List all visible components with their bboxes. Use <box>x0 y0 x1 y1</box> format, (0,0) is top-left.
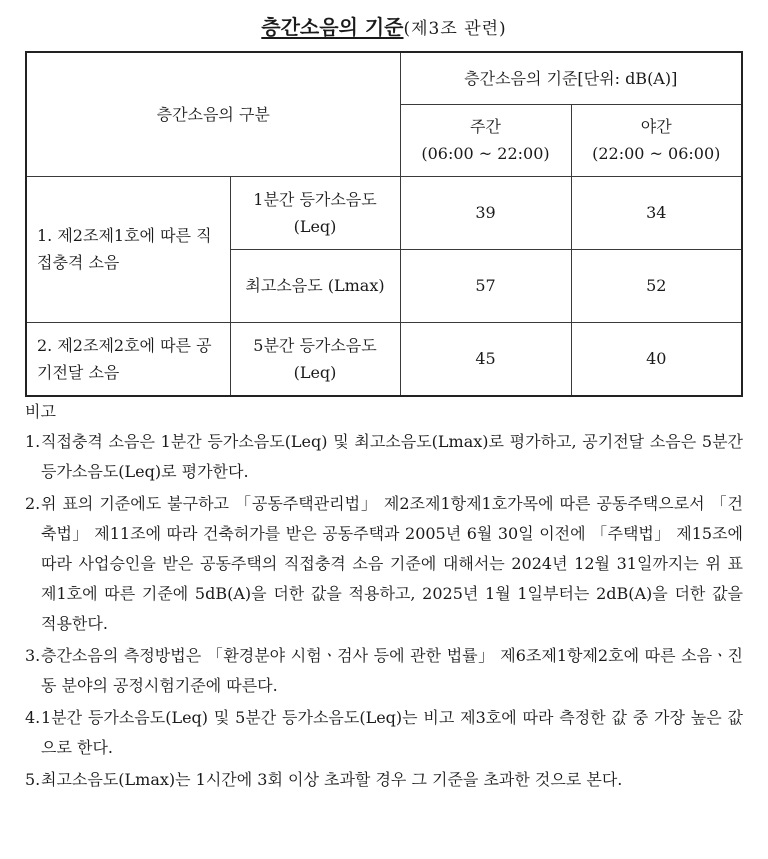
note-item <box>25 765 743 795</box>
note-number: 4. <box>25 708 41 727</box>
note-text: 최고소음도(Lmax)는 1시간에 3회 이상 초과할 경우 그 기준을 초과한 것으로 본다. <box>41 770 623 789</box>
row-night-value: 34 <box>571 176 742 249</box>
note-number: 1. <box>25 432 41 451</box>
header-category: 층간소음의 구분 <box>26 52 400 176</box>
row-measure: 최고소음도 (Lmax) <box>230 249 400 322</box>
page-title <box>0 12 768 44</box>
note-item <box>25 641 743 701</box>
header-standard: 층간소음의 기준[단위: dB(A)] <box>400 52 742 104</box>
row-measure: 5분간 등가소음도 (Leq) <box>230 322 400 396</box>
note-item <box>25 427 743 487</box>
notes-section <box>25 397 743 797</box>
row-night-value: 52 <box>571 249 742 322</box>
note-text: 1분간 등가소음도(Leq) 및 5분간 등가소음도(Leq)는 비고 제3호에 따라 측정한 값 중 가장 높은 값으로 한다. <box>41 708 743 757</box>
header-night-time: (22:00 ~ 06:00) <box>592 144 721 163</box>
table-row <box>26 322 742 396</box>
note-number: 3. <box>25 646 41 665</box>
header-day-time: (06:00 ~ 22:00) <box>421 144 550 163</box>
header-night <box>571 104 742 176</box>
row-day-value: 45 <box>400 322 571 396</box>
header-day-label: 주간 <box>470 117 501 136</box>
row-group-direct-impact: 1. 제2조제1호에 따른 직접충격 소음 <box>26 176 230 322</box>
row-group-airborne: 2. 제2조제2호에 따른 공기전달 소음 <box>26 322 230 396</box>
notes-list <box>25 427 743 795</box>
row-night-value: 40 <box>571 322 742 396</box>
row-day-value: 57 <box>400 249 571 322</box>
note-text: 층간소음의 측정방법은 「환경분야 시험ㆍ검사 등에 관한 법률」 제6조제1항제2호에 따른 소음ㆍ진동 분야의 공정시험기준에 따른다. <box>41 646 743 695</box>
title-main: 층간소음의 기준 <box>261 15 404 39</box>
note-text: 직접충격 소음은 1분간 등가소음도(Leq) 및 최고소음도(Lmax)로 평가하고, 공기전달 소음은 5분간 등가소음도(Leq)로 평가한다. <box>41 432 743 481</box>
note-item <box>25 489 743 639</box>
noise-standard-table <box>25 51 743 397</box>
row-measure: 1분간 등가소음도 (Leq) <box>230 176 400 249</box>
note-number: 2. <box>25 494 41 513</box>
note-text: 위 표의 기준에도 불구하고 「공동주택관리법」 제2조제1항제1호가목에 따른 공동주택으로서 「건축법」 제11조에 따라 건축허가를 받은 공동주택과 2005년 6월 30일 이전에 「주택법」 제15조에 따라 사업승인을 받은 공동주택의 직접충격 소음 기준에 대해서는 2024년 12월 31일까지는 위 표 제1호에 따른 기준에 5dB(A)을 더한 값을 적용하고, 2025년 1월 1일부터는 2dB(A)을 더한 값을 적용한다. <box>41 494 743 633</box>
note-item <box>25 703 743 763</box>
row-day-value: 39 <box>400 176 571 249</box>
header-night-label: 야간 <box>640 117 672 136</box>
title-sub: (제3조 관련) <box>403 19 507 39</box>
note-number: 5. <box>25 770 41 789</box>
table-row <box>26 176 742 249</box>
notes-heading: 비고 <box>25 402 56 421</box>
header-day <box>400 104 571 176</box>
